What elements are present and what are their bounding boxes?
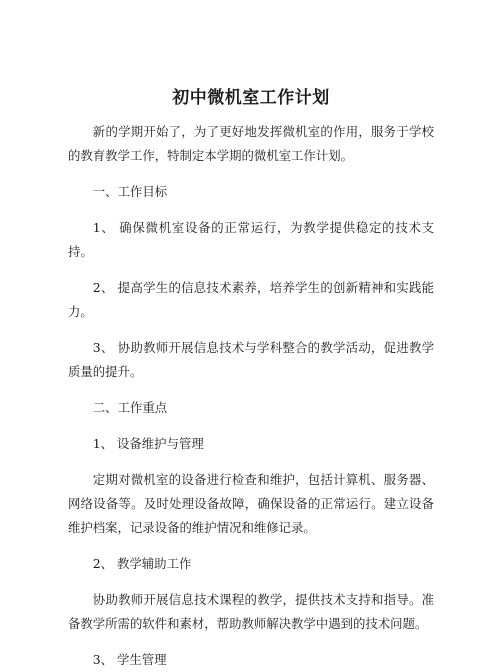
- section-heading-goals: 一、工作目标: [92, 184, 168, 199]
- focus-item-2-heading: 2、 教学辅助工作: [92, 556, 192, 571]
- section-heading-focus: 二、工作重点: [92, 400, 168, 415]
- focus-item-1-heading: 1、 设备维护与管理: [92, 436, 204, 451]
- document-body: [68, 120, 434, 672]
- goal-item-2: 2、 提高学生的信息技术素养，培养学生的创新精神和实践能力。: [68, 280, 434, 319]
- document-title: 初中微机室工作计划: [172, 88, 330, 108]
- focus-item-2-text: 协助教师开展信息技术课程的教学，提供技术支持和指导。准备教学所需的软件和素材，帮助教师解决教学中遇到的技术问题。: [68, 592, 434, 631]
- goal-item-3: 3、 协助教师开展信息技术与学科整合的教学活动，促进教学质量的提升。: [68, 340, 434, 379]
- focus-item-3-heading: 3、 学生管理: [92, 652, 167, 667]
- goal-item-1: 1、 确保微机室设备的正常运行，为教学提供稳定的技术支持。: [68, 220, 434, 259]
- focus-item-1-text: 定期对微机室的设备进行检查和维护，包括计算机、服务器、网络设备等。及时处理设备故障，确保设备的正常运行。建立设备维护档案，记录设备的维护情况和维修记录。: [68, 472, 434, 535]
- intro-paragraph: 新的学期开始了，为了更好地发挥微机室的作用，服务于学校的教育教学工作，特制定本学期的微机室工作计划。: [68, 124, 434, 163]
